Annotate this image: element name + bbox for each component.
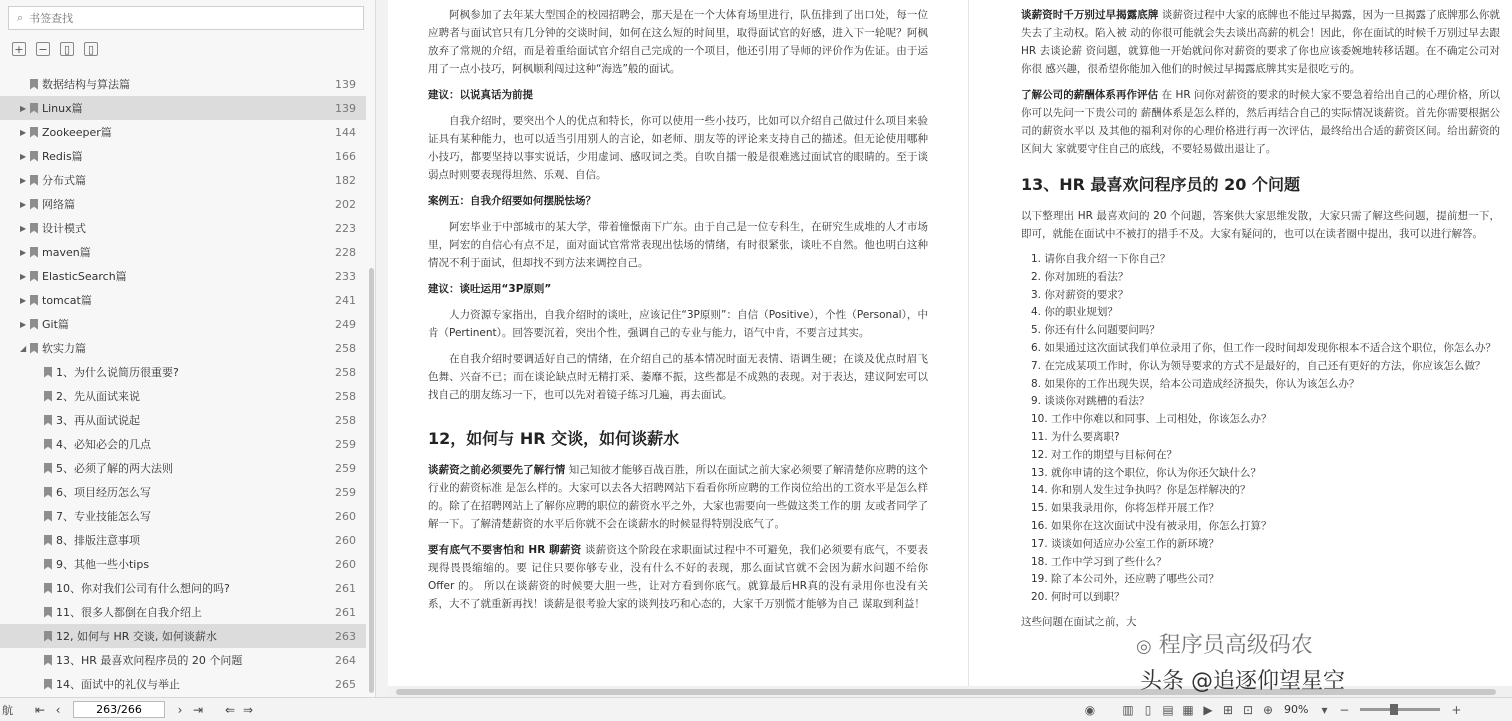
document-viewer — [376, 0, 1512, 697]
toc-item-page: 258 — [335, 389, 356, 403]
toc-item[interactable] — [0, 288, 366, 312]
sidebar-scrollbar[interactable] — [369, 268, 374, 693]
paragraph: 人力资源专家指出，自我介绍时的谈吐，应该记住“3P原则”：自信（Positive），个性（Personal），中肯（Pertinent）。回答要沉着，突出个性，强调自己的专业与能力，语气中肯，不要言过其实。 — [428, 309, 928, 339]
toc-item-label: ElasticSearch篇 — [42, 270, 127, 283]
bookmark-icon — [44, 583, 52, 594]
collapse-arrow-icon[interactable]: ◢ — [20, 343, 27, 353]
bookmark-icon — [44, 631, 52, 642]
question-item: 3. 你对薪资的要求？ — [1031, 288, 1129, 301]
question-item: 1. 请你自我介绍一下你自己？ — [1031, 253, 1171, 265]
two-page-view-icon[interactable]: ▯ — [1144, 702, 1152, 717]
toc-item-page: 263 — [335, 629, 356, 643]
bookmark-icon — [30, 127, 38, 138]
paragraph: 以下整理出 HR 最喜欢问的 20 个问题，答案供大家思维发散，大家只需了解这些问题，提前想一下，即可，就能在面试中不被打的措手不及。大家有疑问的，也可以在读者圈中提出，我可以进行解答。 — [1021, 210, 1500, 240]
toc-item-page: 265 — [335, 677, 356, 691]
toc-item-label: 网络篇 — [42, 198, 75, 211]
toc-item-page: 228 — [335, 245, 356, 259]
toc-item[interactable] — [0, 216, 366, 240]
toc-item[interactable] — [0, 528, 366, 552]
paragraph: 阿宏毕业于中部城市的某大学，带着憧憬南下广东。由于自己是一位专科生，在研究生成堆的人才市场里，阿宏的自信心有点不足，面对面试官常常表现出怯场的情绪，有时很紧张，谈吐不自然。他也明白这种情况不利于面试，但却找不到方法来调控自己。 — [428, 221, 928, 269]
bookmark-icon — [44, 487, 52, 498]
toc-item-page: 259 — [335, 485, 356, 499]
toc-item-label: maven篇 — [42, 246, 91, 259]
question-item: 14. 你和别人发生过争执吗？你是怎样解决的？ — [1031, 484, 1251, 497]
question-item: 18. 工作中学习到了些什么？ — [1031, 555, 1167, 568]
toc-item-page: 182 — [335, 173, 356, 187]
wechat-watermark-text: 程序员高级码农 — [1158, 633, 1313, 658]
toc-item-label: tomcat篇 — [42, 294, 92, 307]
toc-item[interactable] — [0, 384, 366, 408]
toc-item-page: 223 — [335, 221, 356, 235]
paragraph: 在自我介绍时要调适好自己的情绪，在介绍自己的基本情况时面无表情、语调生硬；在谈及优点时眉飞色舞、兴奋不已；而在谈论缺点时无精打采、萎靡不振，这些都是不成熟的表现。对于表达，建议阿宏可以找自己的朋友练习一下，也可以先对着镜子练习几遍，再去面试。 — [428, 353, 928, 401]
toc-item-page: 260 — [335, 509, 356, 523]
toc-item-page: 144 — [335, 125, 356, 139]
collapse-all-icon[interactable]: − — [36, 42, 50, 56]
section-heading: 13、HR 最喜欢问程序员的 20 个问题 — [1021, 175, 1300, 194]
bookmark-icon — [30, 319, 38, 330]
toc-item[interactable] — [0, 96, 366, 120]
question-item: 9. 谈谈你对跳槽的看法？ — [1031, 395, 1150, 408]
wechat-icon: ◎ — [1136, 636, 1152, 657]
bookmark-icon — [30, 79, 38, 90]
toc-item-page: 258 — [335, 365, 356, 379]
toc-item[interactable] — [0, 504, 366, 528]
toc-item[interactable] — [0, 264, 366, 288]
toc-item[interactable] — [0, 312, 366, 336]
bookmark-icon — [44, 679, 52, 690]
toc-item-page: 249 — [335, 317, 356, 331]
toc-item-page: 259 — [335, 461, 356, 475]
first-page-icon[interactable]: ⇤ — [34, 702, 46, 717]
paragraph: 自我介绍时，要突出个人的优点和特长，你可以使用一些小技巧，比如可以介绍自己做过什么项目来验证具有某种能力，也可以适当引用别人的言论，如老师、朋友等的评论来支持自己的描述。但无论使用哪种小技巧，都要坚持以事实说话，少用虚词、感叹词之类。自吹自擂一般是很难逃过面试官的眼睛的。至于谈弱点时则要表现得坦然、乐观、自信。 — [428, 115, 928, 181]
bookmark-icon — [30, 175, 38, 186]
back-view-icon[interactable]: ⇐ — [224, 702, 236, 717]
question-item: 16. 如果你在这次面试中没有被录用，你怎么打算？ — [1031, 519, 1272, 532]
page-navigation-bar — [0, 697, 376, 721]
toc-item-label: 8、排版注意事项 — [56, 534, 140, 547]
bookmark-icon — [44, 559, 52, 570]
zoom-plus-icon[interactable]: + — [1451, 702, 1462, 717]
zoom-in-icon[interactable]: ⊕ — [1262, 702, 1274, 717]
bookmark-icon — [44, 607, 52, 618]
status-left-fragment: 航 — [2, 703, 13, 717]
toc-item-label: 分布式篇 — [42, 174, 86, 187]
bookmark-icon — [30, 271, 38, 282]
bookmark-sidebar — [0, 0, 376, 697]
toc-item-page: 259 — [335, 437, 356, 451]
bookmark-icon — [30, 223, 38, 234]
toc-item-page: 261 — [335, 605, 356, 619]
toc-item[interactable] — [0, 600, 366, 624]
toc-item-label: 10、你对我们公司有什么想问的吗? — [56, 582, 230, 595]
bookmark-toolbar — [12, 42, 98, 56]
paragraph: 阿枫参加了去年某大型国企的校园招聘会，那天是在一个大体育场里进行，队伍排到了出口处，每一位应聘者与面试官只有几分钟的交谈时间，如何在这么短的时间里，取得面试官的好感，进入下一轮呢？阿枫放弃了常规的介绍，而是着重给面试官介绍自己完成的一个项目，他还引用了导师的评价作为佐证。由于运用了一点小技巧，阿枫顺利闯过这种“海选”般的面试。 — [428, 9, 928, 75]
toc-item[interactable] — [0, 240, 366, 264]
toc-item[interactable] — [0, 168, 366, 192]
page-right — [968, 0, 1512, 686]
toc-item-label: Redis篇 — [42, 150, 83, 163]
section-heading: 12，如何与 HR 交谈，如何谈薪水 — [428, 429, 680, 448]
question-item: 13. 就你申请的这个职位，你认为你还欠缺什么？ — [1031, 466, 1262, 479]
continuous-view-icon[interactable]: ▤ — [1162, 702, 1174, 717]
toc-item-page: 264 — [335, 653, 356, 667]
toc-item-label: Git篇 — [42, 318, 69, 331]
last-page-icon[interactable]: ⇥ — [192, 702, 204, 717]
bookmark-icon — [30, 343, 38, 354]
paragraph-text: 在 HR 问你对薪资的要求的时候大家不要急着给出自己的心理价格，所以你可以先问一下贵公司的 薪酬体系是怎么样的，然后再结合自己的实际情况谈薪资。首先你需要根据公司的薪资水平以 及其他的福利对你的心理价格进行再一次评估，最终给出合适的薪资区间。给出薪资的区间大 家就要守住自己的底线，不要轻易做出退让了。 — [1021, 89, 1501, 155]
toc-item-page: 139 — [335, 101, 356, 115]
question-item: 11. 为什么要离职? — [1031, 430, 1120, 443]
page-left — [388, 0, 968, 686]
toc-item-page: 258 — [335, 341, 356, 355]
bookmark-icon — [30, 103, 38, 114]
add-bookmark-icon[interactable]: ▯ — [60, 42, 74, 56]
paragraph — [428, 541, 928, 613]
bookmark-tree — [0, 72, 366, 697]
bookmark-icon — [44, 511, 52, 522]
case-label: 案例五：自我介绍要如何摆脱怯场？ — [428, 195, 596, 207]
toc-item-label: 9、其他一些小tips — [56, 558, 150, 571]
toc-item[interactable] — [0, 456, 366, 480]
toc-item[interactable] — [0, 672, 366, 696]
question-item: 5. 你还有什么问题要问吗？ — [1031, 324, 1160, 337]
book-view-icon[interactable]: ▦ — [1182, 702, 1194, 717]
question-item: 12. 对工作的期望与目标何在？ — [1031, 448, 1178, 461]
bookmark-search-input[interactable] — [29, 12, 329, 25]
toc-item[interactable] — [0, 120, 366, 144]
toc-item-label: 软实力篇 — [42, 342, 86, 355]
question-item: 17. 谈谈如何适应办公室工作的新环境？ — [1031, 537, 1220, 550]
question-list — [1021, 251, 1500, 607]
question-item: 10. 工作中你难以和同事、上司相处，你该怎么办？ — [1031, 413, 1272, 426]
toutiao-watermark: 头条 @追逐仰望星空 — [1140, 669, 1345, 694]
paragraph-text: 谈薪资过程中大家的底牌也不能过早揭露，因为一旦揭露了底牌那么你就失去了主动权。陷入被 动的你很可能就会失去谈出高薪的机会！因此，你在面试的时候千万别过早去跟 HR 去谈论薪 资问题，就算他一开始就问你对薪资的要求了你也应该委婉地转移话题。在不确定公司对你很 感兴趣，很希望你能加入他们的时候过早揭露底牌其实是很吃亏的。 — [1021, 9, 1501, 75]
wechat-watermark — [1136, 628, 1313, 659]
bookmark-icon — [44, 439, 52, 450]
toc-item-label: 13、HR 最喜欢问程序员的 20 个问题 — [56, 654, 243, 667]
bookmark-search-box[interactable] — [8, 6, 364, 30]
toc-item-label: 12, 如何与 HR 交谈, 如何谈薪水 — [56, 630, 217, 643]
expand-arrow-icon[interactable]: ▶ — [20, 223, 27, 233]
toc-item-label: 3、再从面试说起 — [56, 414, 140, 427]
paragraph: 这些问题在面试之前，大 — [1021, 615, 1137, 628]
toc-item[interactable] — [0, 192, 366, 216]
expand-arrow-icon[interactable]: ▶ — [20, 319, 27, 329]
toc-item-page: 139 — [335, 77, 356, 91]
single-page-view-icon[interactable]: ▥ — [1122, 702, 1134, 717]
toc-item[interactable] — [0, 432, 366, 456]
toc-item-label: 1、为什么说简历很重要? — [56, 366, 179, 379]
question-item: 15. 如果我录用你，你将怎样开展工作？ — [1031, 502, 1220, 515]
toc-item[interactable] — [0, 144, 366, 168]
zoom-slider[interactable] — [1360, 708, 1440, 711]
question-item: 8. 如果你的工作出现失误，给本公司造成经济损失，你认为该怎么办？ — [1031, 377, 1360, 390]
eye-icon[interactable]: ◉ — [1084, 702, 1096, 717]
toc-item-page: 260 — [335, 533, 356, 547]
zoom-dropdown-icon[interactable]: ▾ — [1321, 702, 1328, 717]
paragraph-text: 知己知彼才能够百战百胜，所以在面试之前大家必须要了解清楚你应聘的这个行业的薪资标准 是怎么样的。大家可以去各大招聘网站下看看你所应聘的工作岗位给出的工资水平是怎么样 的。除了在招聘网站上了解你应聘的职位的薪资水平之外，大家也需要向一些做这类工作的朋 友或者同学了解一下。了解清楚薪资的水平后你就不会在谈薪水的时候显得特别没底气了。 — [428, 464, 928, 530]
toc-item[interactable] — [0, 336, 366, 360]
advice-label: 建议：谈吐运用“3P原则” — [428, 283, 552, 295]
forward-view-icon[interactable]: ⇒ — [242, 702, 254, 717]
toc-item-label: 7、专业技能怎么写 — [56, 510, 151, 523]
bookmark-icon — [44, 535, 52, 546]
play-icon[interactable]: ▶ — [1203, 702, 1213, 717]
bookmark-icon — [30, 247, 38, 258]
bold-run: 要有底气不要害怕和 HR 聊薪资 — [428, 544, 582, 556]
question-item: 4. 你的职业规划？ — [1031, 306, 1118, 319]
toc-item-page: 260 — [335, 557, 356, 571]
page-number-input[interactable] — [73, 701, 165, 718]
bookmark-icon — [44, 415, 52, 426]
view-status-bar — [376, 697, 1512, 721]
paragraph — [428, 461, 928, 533]
bookmark-icon — [30, 295, 38, 306]
toc-item[interactable] — [0, 576, 366, 600]
fit-page-icon[interactable]: ⊞ — [1222, 702, 1234, 717]
toc-item-page: 233 — [335, 269, 356, 283]
toc-item[interactable] — [0, 72, 366, 96]
paragraph — [1021, 86, 1500, 158]
toc-item[interactable] — [0, 360, 366, 384]
toc-item-label: 11、很多人都倒在自我介绍上 — [56, 606, 202, 619]
toc-item[interactable] — [0, 480, 366, 504]
toc-item-label: 14、面试中的礼仪与举止 — [56, 678, 180, 691]
bold-run: 谈薪资之前必须要先了解行情 — [428, 464, 566, 476]
toc-item-page: 261 — [335, 581, 356, 595]
toc-item-label: 2、先从面试来说 — [56, 390, 140, 403]
toc-item-label: 4、必知必会的几点 — [56, 438, 151, 451]
toc-item[interactable] — [0, 648, 366, 672]
question-item: 6. 如果通过这次面试我们单位录用了你，但工作一段时间却发现你根本不适合这个职位，你怎么办？ — [1031, 341, 1496, 354]
toc-item-label: Zookeeper篇 — [42, 126, 112, 139]
toc-item[interactable] — [0, 624, 366, 648]
toc-item-page: 202 — [335, 197, 356, 211]
bookmark-icon — [44, 391, 52, 402]
advice-label: 建议：以说真话为前提 — [428, 89, 533, 101]
expand-arrow-icon[interactable]: ▶ — [20, 199, 27, 209]
fit-width-icon[interactable]: ⊡ — [1242, 702, 1254, 717]
paragraph-text: 谈薪资这个阶段在求职面试过程中不可避免，我们必须要有底气，不要表现得畏畏缩缩的。要 记住只要你够专业，没有什么不好的表现，那么面试官就不会因为薪水问题不给你 Offer 的。 所以在谈薪资的时候要大胆一些，让对方看到你底气。就算最后HR真的没有录用你也没有关 系，大不了就重新再找！谈薪是很考验大家的谈判技巧和心态的，大家千万别慌才能够为自己 谋取到利益！ — [428, 544, 928, 610]
bookmark-icon — [30, 151, 38, 162]
delete-bookmark-icon[interactable]: ▯ — [84, 42, 98, 56]
expand-arrow-icon[interactable]: ▶ — [20, 175, 27, 185]
toc-item[interactable] — [0, 552, 366, 576]
expand-arrow-icon[interactable]: ▶ — [20, 271, 27, 281]
zoom-slider-knob[interactable] — [1390, 704, 1398, 715]
toc-item-label: 6、项目经历怎么写 — [56, 486, 151, 499]
toc-item-label: 数据结构与算法篇 — [42, 78, 130, 91]
bold-run: 了解公司的薪酬体系再作评估 — [1021, 89, 1159, 101]
toc-item-label: 设计模式 — [42, 222, 86, 235]
bookmark-icon — [44, 463, 52, 474]
question-item: 20. 何时可以到职？ — [1031, 591, 1125, 604]
prev-page-icon[interactable]: ‹ — [55, 702, 61, 717]
question-item: 19. 除了本公司外，还应聘了哪些公司？ — [1031, 573, 1220, 586]
toc-item-page: 258 — [335, 413, 356, 427]
expand-arrow-icon[interactable]: ▶ — [20, 103, 27, 113]
toc-item[interactable] — [0, 408, 366, 432]
next-page-icon[interactable]: › — [177, 702, 183, 717]
toc-item-page: 241 — [335, 293, 356, 307]
bookmark-icon — [30, 199, 38, 210]
zoom-out-icon[interactable]: − — [1339, 702, 1350, 717]
toc-item-label: 5、必须了解的两大法则 — [56, 462, 173, 475]
bookmark-icon — [44, 655, 52, 666]
expand-all-icon[interactable]: + — [12, 42, 26, 56]
bookmark-icon — [44, 367, 52, 378]
question-item: 7. 在完成某项工作时，你认为领导要求的方式不是最好的，自己还有更好的方法，你应该怎么做？ — [1031, 359, 1486, 372]
paragraph — [1021, 6, 1500, 78]
toc-item-page: 166 — [335, 149, 356, 163]
expand-arrow-icon[interactable]: ▶ — [20, 151, 27, 161]
expand-arrow-icon[interactable]: ▶ — [20, 127, 27, 137]
question-item: 2. 你对加班的看法？ — [1031, 270, 1129, 283]
expand-arrow-icon[interactable]: ▶ — [20, 295, 27, 305]
bold-run: 谈薪资时千万别过早揭露底牌 — [1021, 9, 1159, 21]
zoom-level[interactable]: 90% — [1284, 703, 1309, 716]
toc-item-label: Linux篇 — [42, 102, 83, 115]
expand-arrow-icon[interactable]: ▶ — [20, 247, 27, 257]
search-icon: ⌕ — [17, 11, 24, 24]
